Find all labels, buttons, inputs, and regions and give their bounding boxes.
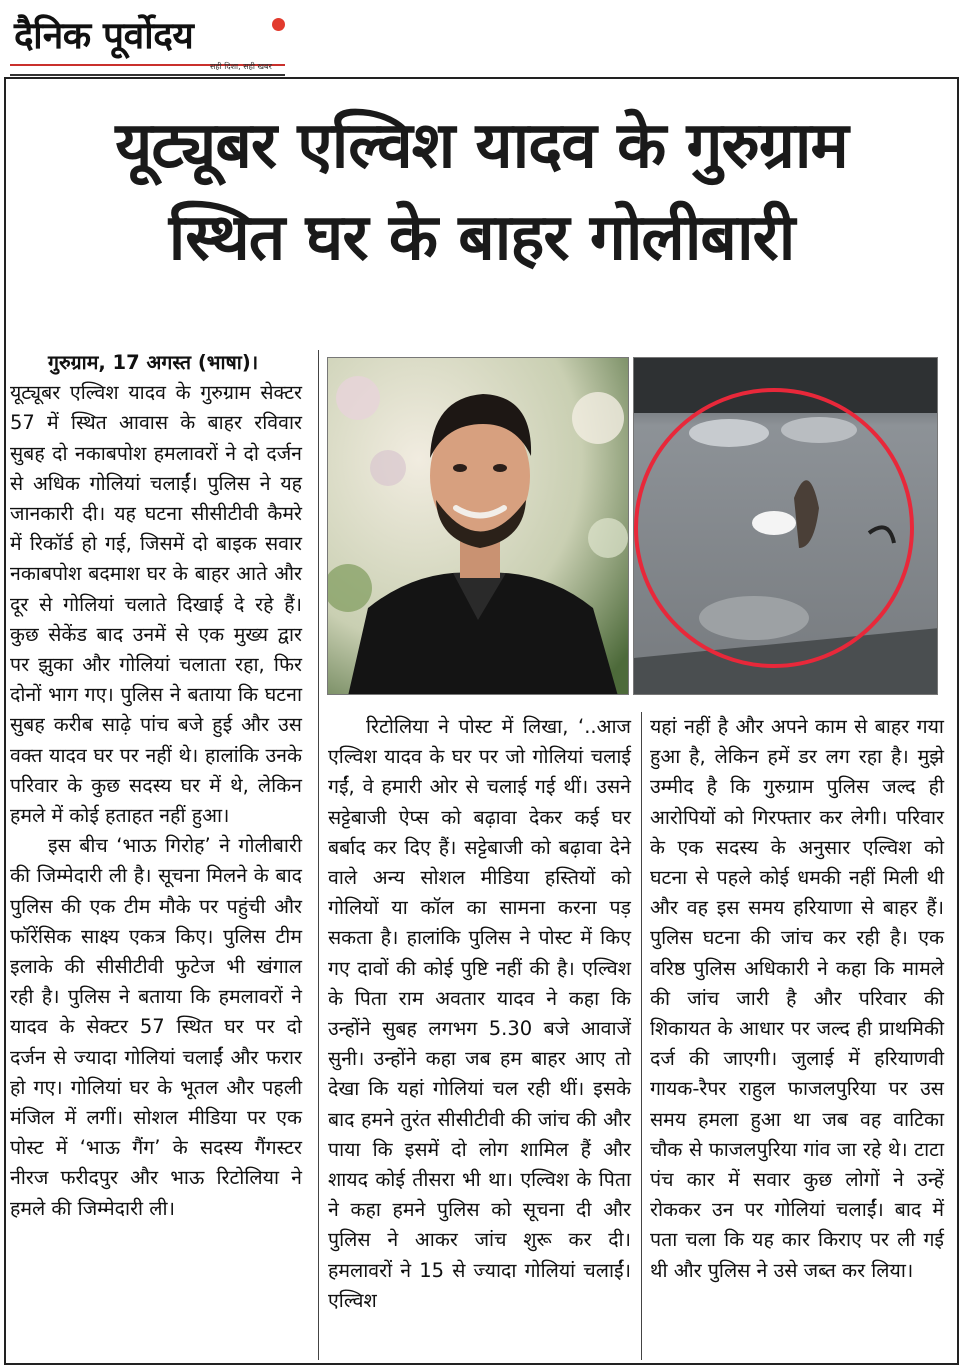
cctv-illustration [634,358,938,695]
paragraph: यूट्यूबर एल्विश यादव के गुरुग्राम सेक्टर 57 में स्थित आवास के बाहर रविवार सुबह दो नकाबपोश हमलावरों ने दो दर्जन से अधिक गोलियां चलाईं। पुलिस ने यह जानकारी दी। यह घटना सीसीटीवी कैमरे में रिकॉर्ड हो गई, जिसमें दो बाइक सवार नकाबपोश बदमाश घर के बाहर आते और दूर से गोलियां चलाते दिखाई दे रहे हैं। कुछ सेकेंड बाद उनमें से एक मुख्य द्वार पर झुका और गोलियां चलाता रहा, फिर दोनों भाग गए। पुलिस ने बताया कि घटना सुबह करीब साढ़े पांच बजे हुई और उस वक्त यादव घर पर नहीं थे। हालांकि उनके परिवार के कुछ सदस्य घर में थे, लेकिन हमले में कोई हताहत नहीं हुआ। [10,381,302,828]
article-column-3 [650,712,944,1286]
cctv-footage-photo [633,357,938,695]
masthead-rule [10,74,285,76]
paragraph: यहां नहीं है और अपने काम से बाहर गया हुआ है, लेकिन हमें डर लग रहा है। मुझे उम्मीद है कि गुरुग्राम पुलिस जल्द ही आरोपियों को गिरफ्तार कर लेगी। परिवार के एक सदस्य के अनुसार एल्विश को घटना से पहले कोई धमकी नहीं मिली थी और वह इस समय हरियाणा से बाहर हैं। पुलिस घटना की जांच कर रही है। एक वरिष्ठ पुलिस अधिकारी ने कहा कि मामले की जांच जारी है और परिवार की शिकायत के आधार पर जल्द ही प्राथमिकी दर्ज की जाएगी। जुलाई में हरियाणवी गायक-रैपर राहुल फाजलपुरिया पर उस समय हमला हुआ था जब वह वाटिका चौक से फाजलपुरिया गांव जा रहे थे। टाटा पंच कार में सवार कुछ लोगों ने उन्हें रोककर उन पर गोलियां चलाईं। बाद में पता चला कि यह कार किराए पर ली गई थी और पुलिस ने उसे जब्त कर लिया। [650,715,944,1282]
headline-line-1: यूट्यूबर एल्विश यादव के गुरुग्राम [115,109,848,183]
headline [4,100,959,284]
portrait-illustration [328,358,629,695]
dateline: गुरुग्राम, 17 अगस्त (भाषा)। [48,351,259,374]
paragraph: रिटोलिया ने पोस्ट में लिखा, ‘..आज एल्विश यादव के घर पर जो गोलियां चलाई गईं, वे हमारी ओर से चलाई गई थीं। उसने सट्टेबाजी ऐप्स को बढ़ावा देकर कई घर बर्बाद कर दिए हैं। सट्टेबाजी को बढ़ावा देने वाले अन्य सोशल मीडिया हस्तियों को गोलियों या कॉल का सामना करना पड़ सकता है। हालांकि पुलिस ने पोस्ट में किए गए दावों की कोई पुष्टि नहीं की है। एल्विश के पिता राम अवतार यादव ने कहा कि उन्होंने सुबह लगभग 5.30 बजे आवाजें सुनी। उन्होंने कहा जब हम बाहर आए तो देखा कि यहां गोलियां चल रही थीं। इसके बाद हमने तुरंत सीसीटीवी की जांच की और पाया कि इसमें दो लोग शामिल हैं और शायद कोई तीसरा भी था। एल्विश के पिता ने कहा हमने पुलिस को सूचना दी और पुलिस ने आकर जांच शुरू कर दी। हमलावरों ने 15 से ज्यादा गोलियां चलाईं। एल्विश [328,715,631,1312]
newspaper-logo: दैनिक पूर्वोदय [14,14,194,57]
masthead [10,8,290,74]
headline-line-2: स्थित घर के बाहर गोलीबारी [168,201,795,275]
portrait-photo [327,357,629,695]
paragraph: इस बीच ‘भाऊ गिरोह’ ने गोलीबारी की जिम्मेदारी ली है। सूचना मिलने के बाद पुलिस की एक टीम मौके पर पहुंची और फॉरेंसिक साक्ष्य एकत्र किए। पुलिस टीम इलाके की सीसीटीवी फुटेज भी खंगाल रही है। पुलिस ने बताया कि हमलावरों ने यादव के सेक्टर 57 स्थित घर पर दो दर्जन से ज्यादा गोलियां चलाईं और फरार हो गए। गोलियां घर के भूतल और पहली मंजिल में लगीं। सोशल मीडिया पर एक पोस्ट में ‘भाऊ गैंग’ के सदस्य गैंगस्टर नीरज फरीदपुर और भाऊ रिटोलिया ने हमले की जिम्मेदारी ली। [10,834,302,1220]
article-column-2 [328,712,631,1316]
column-divider [318,350,319,1360]
column-divider [641,712,642,1360]
logo-dot [272,18,285,31]
article-column-1 [10,348,302,1224]
tagline: सही दिशा, सही खबर [210,62,272,71]
